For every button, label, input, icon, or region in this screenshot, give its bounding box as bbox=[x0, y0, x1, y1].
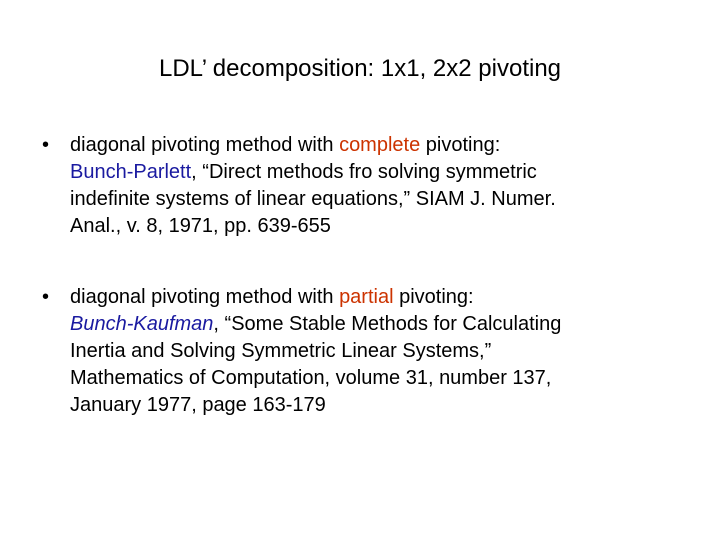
citation-text: , “Some Stable Methods for Calculating bbox=[213, 313, 562, 335]
bullet-dot: • bbox=[42, 286, 50, 308]
bullet-text: diagonal pivoting method with bbox=[70, 134, 340, 156]
bullet-dot: • bbox=[42, 134, 50, 156]
citation-text: Anal., v. 8, 1971, pp. 639-655 bbox=[70, 215, 331, 237]
highlight-word: partial bbox=[339, 286, 394, 308]
citation-text: indefinite systems of linear equations,” SIAM J. Numer. bbox=[70, 188, 556, 210]
author-name: Bunch-Kaufman bbox=[70, 313, 214, 335]
bullet-text: diagonal pivoting method with bbox=[70, 286, 340, 308]
bullet-text: pivoting: bbox=[420, 134, 501, 156]
citation-text: Mathematics of Computation, volume 31, number 137, bbox=[70, 367, 552, 389]
slide-title: LDL’ decomposition: 1x1, 2x2 pivoting bbox=[158, 55, 562, 82]
highlight-word: complete bbox=[339, 134, 421, 156]
citation-text: January 1977, page 163-179 bbox=[70, 394, 326, 416]
citation-text: Inertia and Solving Symmetric Linear Systems,” bbox=[70, 340, 492, 362]
bullet-text: pivoting: bbox=[393, 286, 474, 308]
bullet-line bbox=[70, 132, 682, 159]
author-name: Bunch-Parlett bbox=[70, 161, 192, 183]
citation-text: , “Direct methods fro solving symmetric bbox=[191, 161, 537, 183]
bullet-body bbox=[70, 132, 682, 240]
bullet-body bbox=[70, 284, 682, 419]
bullet-line bbox=[70, 311, 682, 338]
bullet-item-bunch-kaufman bbox=[42, 284, 682, 419]
bullet-line bbox=[70, 284, 682, 311]
bullet-line bbox=[70, 159, 682, 186]
bullet-item-bunch-parlett bbox=[42, 132, 682, 240]
